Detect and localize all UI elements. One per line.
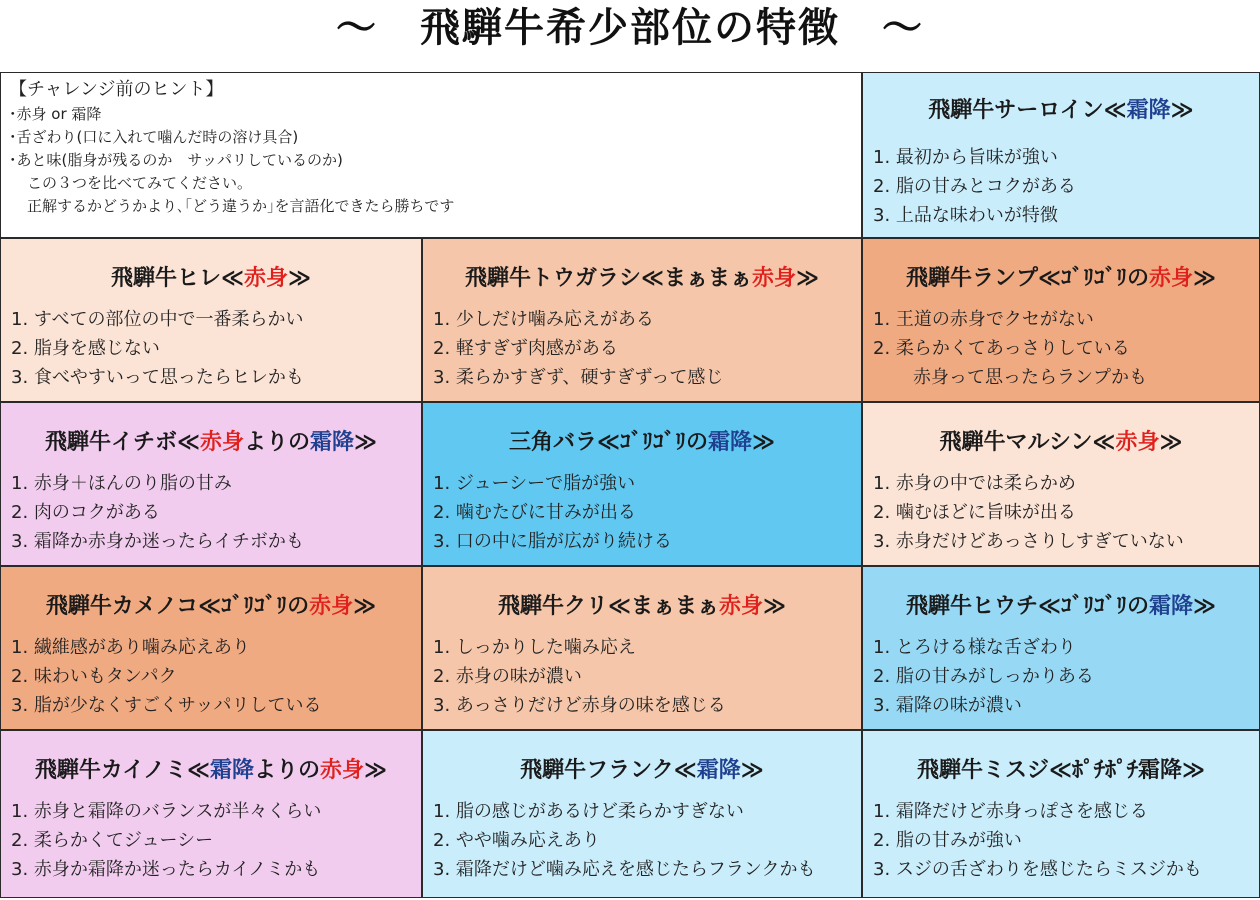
cut-card-title [863,753,1259,784]
hint-line: ･あと味(脂身が残るのか サッパリしているのか) [9,151,343,169]
cut-card-title [423,753,861,784]
feature-item: 1. 赤身＋ほんのり脂の甘み [11,473,232,494]
hint-line: 正解するかどうかより､｢どう違うか｣を言語化できたら勝ちです [27,197,455,215]
shimofuri-label: 霜降 [310,430,355,455]
feature-item: 2. 脂の甘みが強い [873,830,1022,851]
title-text: ≫ [1193,266,1217,291]
feature-item: 3. 柔らかすぎず、硬すぎずって感じ [433,367,724,388]
cut-card-rump [862,238,1260,402]
cut-card-title [1,753,421,784]
title-text: 飛騨牛カイノミ≪ [34,758,210,783]
title-text: ≫ [354,430,378,455]
shimofuri-label: 霜降 [1149,594,1194,619]
feature-item: 3. 霜降だけど噛み応えを感じたらフランクかも [433,859,816,880]
feature-item: 1. 王道の赤身でクセがない [873,309,1094,330]
title-text: 飛騨牛ランプ≪ｺﾞﾘｺﾞﾘの [905,266,1149,291]
cut-card-sankaku-bara [422,402,862,566]
feature-item: 3. 赤身か霜降か迷ったらカイノミかも [11,859,321,880]
hint-line: この３つを比べてみてください。 [27,174,253,192]
feature-list [1,797,321,884]
cut-card-title [863,93,1259,124]
feature-list [1,305,304,392]
feature-list [423,633,726,720]
akami-label: 赤身 [719,594,764,619]
feature-item: 1. 赤身の中では柔らかめ [873,473,1076,494]
feature-item: 2. 柔らかくてあっさりしている [873,338,1130,359]
title-text: ≫ [740,758,764,783]
feature-item: 2. 噛むたびに甘みが出る [433,502,636,523]
feature-item: 1. 霜降だけど赤身っぽさを感じる [873,801,1148,822]
cut-card-title [1,261,421,292]
cut-card-title [863,425,1259,456]
cut-card-title [1,589,421,620]
hint-box [0,72,862,238]
title-text: よりの [254,758,321,783]
cut-card-title [863,589,1259,620]
title-text: ≫ [1193,594,1217,619]
feature-item: 1. 少しだけ噛み応えがある [433,309,654,330]
feature-item: 2. 肉のコクがある [11,502,160,523]
cut-card-kainomi [0,730,422,898]
title-text: ≫ [1159,430,1183,455]
cut-card-sirloin [862,72,1260,238]
title-text: 飛騨牛カメノコ≪ｺﾞﾘｺﾞﾘの [45,594,310,619]
feature-item: 1. 赤身と霜降のバランスが半々くらい [11,801,322,822]
feature-item: 赤身って思ったらランプかも [913,367,1147,388]
feature-item: 2. 脂の甘みとコクがある [873,176,1076,197]
feature-list [1,633,322,720]
feature-item: 2. 味わいもタンパク [11,666,177,687]
feature-item: 2. 軽すぎず肉感がある [433,338,618,359]
title-text: ≫ [364,758,388,783]
feature-list [863,797,1202,884]
cut-card-hiuchi [862,566,1260,730]
title-text: 飛騨牛サーロイン≪ [928,98,1127,123]
akami-label: 赤身 [1149,266,1194,291]
feature-item: 2. 柔らかくてジューシー [11,830,214,851]
title-text: 飛騨牛トウガラシ≪まぁまぁ [464,266,752,291]
title-text: 飛騨牛マルシン≪ [939,430,1116,455]
shimofuri-label: 霜降 [1126,98,1171,123]
hint-heading: 【チャレンジ前のヒント】 [9,79,224,100]
feature-item: 1. 繊維感があり噛み応えあり [11,637,250,658]
akami-label: 赤身 [1115,430,1160,455]
hint-line: ･舌ざわり(口に入れて噛んだ時の溶け具合) [9,128,299,146]
feature-item: 3. 赤身だけどあっさりしすぎていない [873,531,1184,552]
cut-card-kuri [422,566,862,730]
feature-item: 1. しっかりした噛み応え [433,637,636,658]
feature-list [863,143,1076,230]
title-text: 飛騨牛イチボ≪ [44,430,200,455]
feature-item: 2. 噛むほどに旨味が出る [873,502,1076,523]
cut-card-togarashi [422,238,862,402]
feature-item: 3. 霜降か赤身か迷ったらイチボかも [11,531,304,552]
cut-card-misuji [862,730,1260,898]
title-text: ≫ [353,594,377,619]
feature-item: 1. 脂の感じがあるけど柔らかすぎない [433,801,744,822]
feature-item: 3. あっさりだけど赤身の味を感じる [433,695,726,716]
feature-item: 3. スジの舌ざわりを感じたらミスジかも [873,859,1202,880]
akami-label: 赤身 [309,594,354,619]
title-text: 飛騨牛クリ≪まぁまぁ [497,594,719,619]
feature-item: 2. 脂身を感じない [11,338,160,359]
feature-item: 3. 食べやすいって思ったらヒレかも [11,367,304,388]
feature-item: 3. 脂が少なくすごくサッパリしている [11,695,322,716]
title-text: ≫ [752,430,776,455]
cut-card-marushin [862,402,1260,566]
feature-item: 2. やや噛み応えあり [433,830,600,851]
feature-list [423,469,672,556]
title-text: ≫ [763,594,787,619]
cut-card-title [423,261,861,292]
akami-label: 赤身 [320,758,365,783]
page-title: ～ 飛騨牛希少部位の特徴 ～ [336,5,924,51]
shimofuri-label: 霜降 [708,430,753,455]
title-text: 飛騨牛ミスジ≪ﾎﾟﾁﾎﾟﾁ霜降≫ [916,758,1206,783]
cut-card-title [1,425,421,456]
cut-card-title [863,261,1259,292]
feature-list [1,469,304,556]
title-text: 飛騨牛ヒレ≪ [110,266,244,291]
cut-card-hire [0,238,422,402]
akami-label: 赤身 [752,266,797,291]
feature-list [423,305,723,392]
cut-card-flank [422,730,862,898]
feature-item: 3. 口の中に脂が広がり続ける [433,531,672,552]
title-text: 飛騨牛フランク≪ [520,758,697,783]
feature-list [423,797,816,884]
feature-list [863,305,1147,392]
shimofuri-label: 霜降 [696,758,741,783]
akami-label: 赤身 [199,430,244,455]
akami-label: 赤身 [244,266,289,291]
title-text: よりの [244,430,311,455]
shimofuri-label: 霜降 [209,758,254,783]
cut-card-title [423,425,861,456]
feature-item: 1. 最初から旨味が強い [873,147,1058,168]
title-text: 三角バラ≪ｺﾞﾘｺﾞﾘの [508,430,708,455]
cut-card-ichibo [0,402,422,566]
feature-item: 1. ジューシーで脂が強い [433,473,636,494]
feature-item: 3. 霜降の味が濃い [873,695,1022,716]
feature-item: 1. とろける様な舌ざわり [873,637,1076,658]
feature-item: 2. 脂の甘みがしっかりある [873,666,1094,687]
cut-card-kamenoko [0,566,422,730]
feature-item: 2. 赤身の味が濃い [433,666,582,687]
title-text: ≫ [1170,98,1194,123]
feature-list [863,469,1184,556]
title-text: ≫ [796,266,820,291]
feature-item: 1. すべての部位の中で一番柔らかい [11,309,304,330]
title-text: ≫ [288,266,312,291]
hint-line: ･赤身 or 霜降 [9,105,102,123]
cut-card-title [423,589,861,620]
feature-list [863,633,1094,720]
title-text: 飛騨牛ヒウチ≪ｺﾞﾘｺﾞﾘの [905,594,1149,619]
feature-item: 3. 上品な味わいが特徴 [873,205,1058,226]
